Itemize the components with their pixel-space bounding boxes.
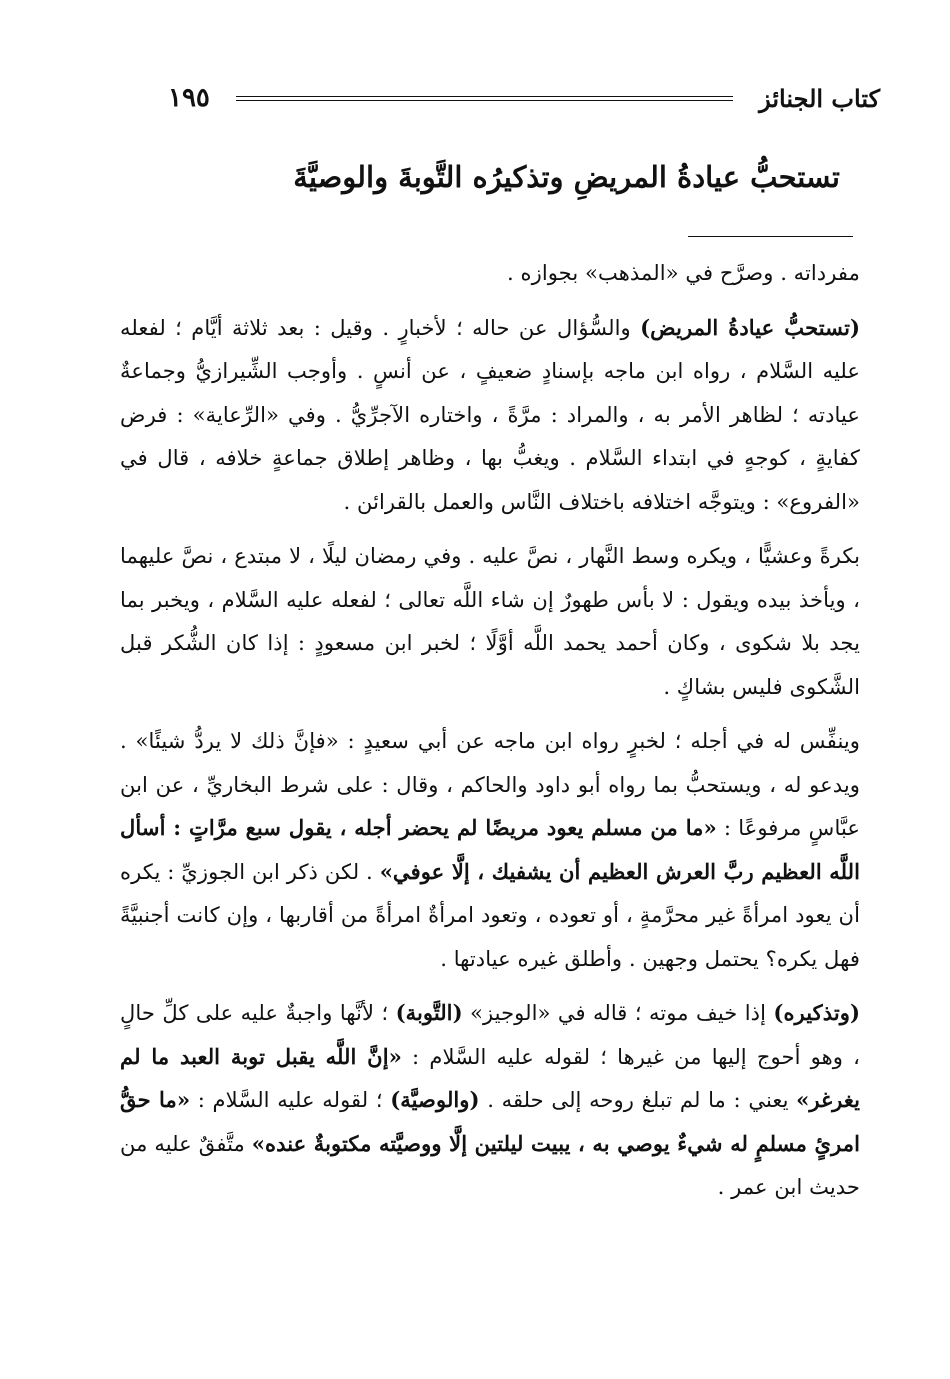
text-segment: بكرةً وعشيًّا ، ويكره وسط النَّهار ، نصَّ عليه . وفي رمضان ليلًا ، لا مبتدع ، نصَّ عليهما ، ويأخذ بيده ويقول : لا بأس طهورٌ إن شاء اللَّه تعالى ؛ لفعله عليه السَّلام ، ويخبر بما يجد بلا شكوى ، وكان أحمد يحمد اللَّه أوَّلًا ؛ لخبر ابن مسعودٍ : إذا كان الشُّكر قبل الشَّكوى فليس بشاكٍ . [120,543,860,699]
text-segment: ؛ لقوله عليه السَّلام : [190,1087,391,1112]
text-segment: . لكن ذكر ابن الجوزيِّ : يكره أن يعود امرأةً غير محرَّمةٍ ، أو تعوده ، وتعود امرأةٌ امرأةً من أقاربها ، وإن كانت أجنبيَّةً فهل يكره؟ يحتمل وجهين . وأطلق غيره عيادتها . [120,858,860,971]
text-segment: يعني : ما لم تبلغ روحه إلى حلقه . [479,1087,797,1112]
text-segment: متَّفقٌ عليه من حديث ابن عمر . [120,1130,860,1199]
section-title: تستحبُّ عيادةُ المريضِ وتذكيرُه التَّوبةَ والوصيَّةَ [293,160,840,194]
header-rule [236,96,733,101]
text-segment: مفرداته . وصرَّح في «المذهب» بجوازه . [507,260,860,285]
bold-segment: (التَّوبة) [395,1000,463,1025]
paragraph [120,534,860,708]
text-segment: إذا خيف موته ؛ قاله في «الوجيز» [462,1000,774,1025]
paragraph [120,306,860,524]
bold-segment: (وتذكيره) [773,1000,860,1025]
text-segment: والسُّؤال عن حاله ؛ لأخبارٍ . وقيل : بعد ثلاثة أيَّام ؛ لفعله عليه السَّلام ، رواه ابن ماجه بإسنادٍ ضعيفٍ ، عن أنسٍ . وأوجب الشِّيرازيُّ وجماعةٌ عيادته ؛ لظاهر الأمر به ، والمراد : مرَّةً ، واختاره الآجرِّيُّ . وفي «الرِّعاية» : فرض كفايةٍ ، كوجهٍ في ابتداء السَّلام . ويغبُّ بها ، وظاهر إطلاق جماعةٍ خلافه ، قال في «الفروع» : ويتوجَّه اختلافه باختلاف النَّاس والعمل بالقرائن . [120,314,860,514]
bold-segment: «إنَّ اللَّه يقبل توبة العبد ما لم يغرغر» [120,1043,860,1112]
body-text [120,248,860,1209]
bold-segment: «ما من مسلم يعود مريضًا لم يحضر أجله ، يقول سبع مرَّاتٍ : أسأل اللَّه العظيم ربَّ العرش العظيم أن يشفيك ، إلَّا عوفي» [120,815,860,884]
text-segment: وينفِّس له في أجله ؛ لخبرٍ رواه ابن ماجه عن أبي سعيدٍ : «فإنَّ ذلك لا يردُّ شيئًا» . ويدعو له ، ويستحبُّ بما رواه أبو داود والحاكم ، وقال : على شرط البخاريِّ ، عن ابن عبَّاسٍ مرفوعًا : [120,728,860,840]
paragraph [120,991,860,1209]
page-number: ١٩٥ [168,83,210,113]
paragraph [120,719,860,980]
paragraph [120,251,860,295]
bold-segment: (والوصيَّة) [390,1087,480,1112]
title-rule [688,236,853,237]
bold-segment: (تستحبُّ عيادةُ المريض) [640,314,860,340]
bold-segment: «ما حقُّ امرئٍ مسلمٍ له شيءٌ يوصي به ، يبيت ليلتين إلَّا ووصيَّته مكتوبةٌ عنده» [120,1087,860,1156]
running-title: كتاب الجنائز [759,83,880,113]
page-header [168,78,880,118]
text-segment: ؛ لأنَّها واجبةٌ عليه على كلِّ حالٍ ، وهو أحوج إليها من غيرها ؛ لقوله عليه السَّلام : [120,1000,860,1069]
